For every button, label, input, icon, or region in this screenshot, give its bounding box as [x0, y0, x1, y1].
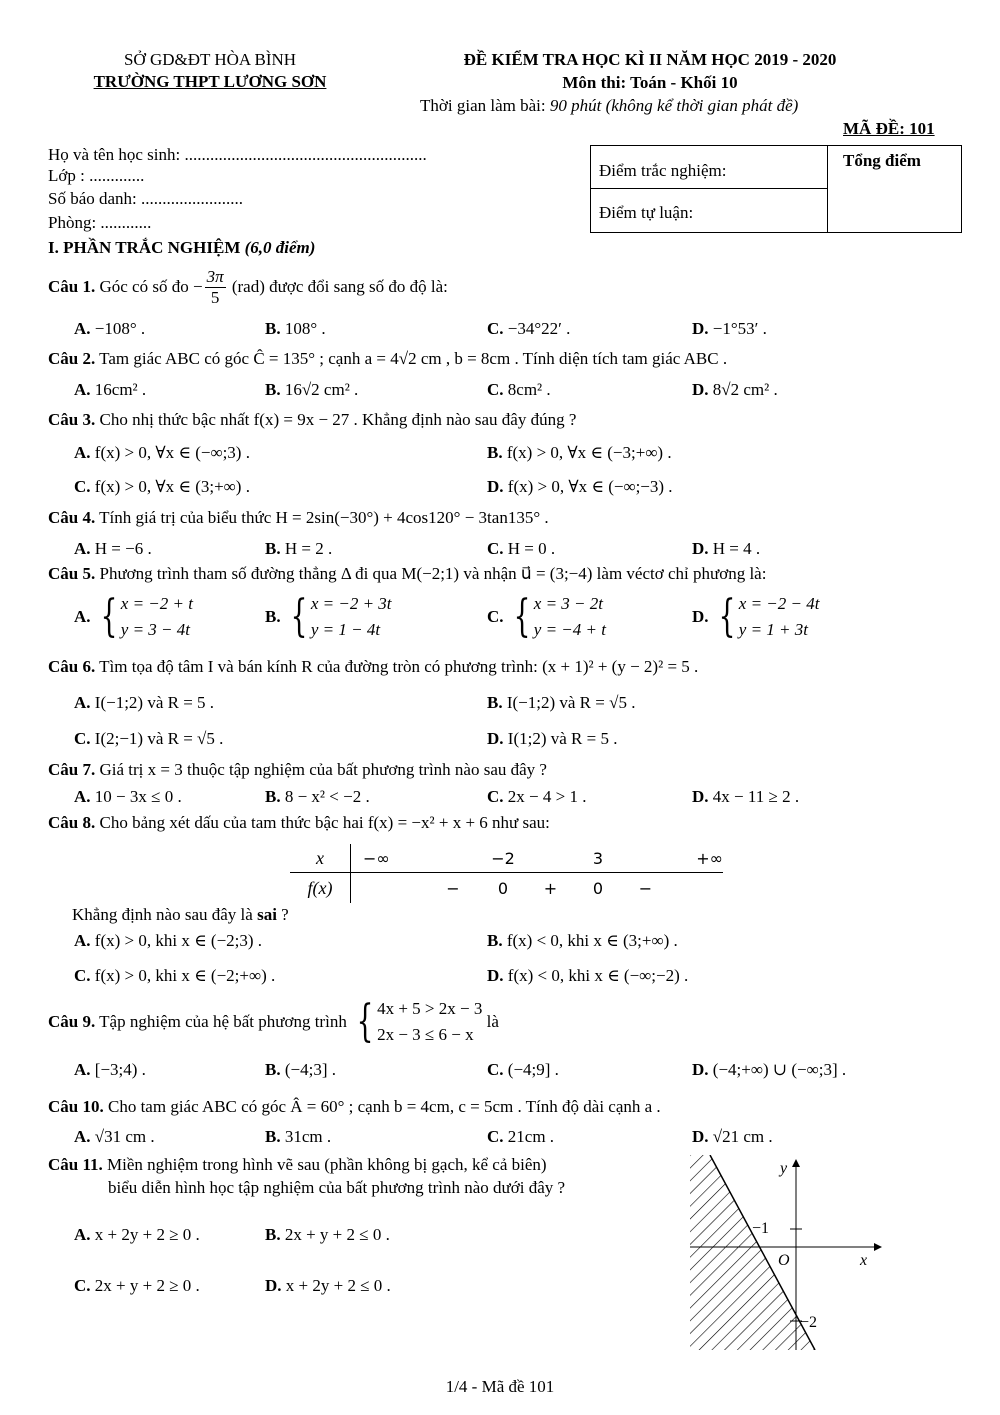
sign-table-pos-inf: +∞ — [673, 844, 723, 873]
q4-option-a[interactable]: A. H = −6 . — [74, 539, 152, 558]
exam-code: MÃ ĐỀ: 101 — [843, 119, 935, 138]
q5-option-b[interactable]: B. { x = −2 + 3t y = 1 − 4t — [265, 591, 392, 643]
q1-option-a[interactable]: A. −108° . — [74, 319, 146, 338]
question-4: Câu 4. Tính giá trị của biểu thức H = 2sin(−30°) + 4cos120° − 3tan135° . — [48, 508, 549, 527]
q5-option-c[interactable]: C. { x = 3 − 2t y = −4 + t — [487, 591, 606, 643]
sign-table — [290, 844, 723, 903]
y-intercept-label: −2 — [800, 1314, 818, 1331]
dept-name: SỞ GD&ĐT HÒA BÌNH — [123, 50, 297, 69]
inequality-system: { 4x + 5 > 2x − 3 2x − 3 ≤ 6 − x — [356, 996, 483, 1048]
q2-option-d[interactable]: D. 8√2 cm² . — [692, 380, 778, 399]
q6-option-d[interactable]: D. I(1;2) và R = 5 . — [487, 729, 618, 748]
q2-option-b[interactable]: B. 16√2 cm² . — [265, 380, 359, 399]
sign-minus-2: − — [638, 878, 653, 898]
q8-option-a[interactable]: A. f(x) > 0, khi x ∈ (−2;3) . — [74, 931, 263, 950]
score-essay-label: Điểm tự luận: — [599, 203, 694, 222]
q8-option-c[interactable]: C. f(x) > 0, khi x ∈ (−2;+∞) . — [74, 966, 276, 985]
sign-table-fx: f(x) — [290, 873, 351, 904]
q2-option-c[interactable]: C. 8cm² . — [487, 380, 551, 399]
q2-option-a[interactable]: A. 16cm² . — [74, 380, 147, 399]
q9-option-b[interactable]: B. (−4;3] . — [265, 1060, 336, 1079]
x-axis-label: x — [860, 1252, 868, 1269]
q4-option-b[interactable]: B. H = 2 . — [265, 539, 333, 558]
q3-option-c[interactable]: C. f(x) > 0, ∀x ∈ (3;+∞) . — [74, 477, 250, 496]
q8-option-d[interactable]: D. f(x) < 0, khi x ∈ (−∞;−2) . — [487, 966, 689, 985]
sign-zero-2: 0 — [592, 878, 604, 898]
question-3: Câu 3. Cho nhị thức bậc nhất f(x) = 9x − 27 . Khẳng định nào sau đây đúng ? — [48, 410, 577, 429]
q4-option-d[interactable]: D. H = 4 . — [692, 539, 761, 558]
q8-prompt: Khẳng định nào sau đây là sai ? — [72, 905, 289, 924]
exam-time: Thời gian làm bài: 90 phút (không kể thời gian phát đề) — [420, 96, 799, 115]
q3-option-d[interactable]: D. f(x) > 0, ∀x ∈ (−∞;−3) . — [487, 477, 673, 496]
section-title: I. PHẦN TRẮC NGHIỆM (6,0 điểm) — [48, 238, 316, 257]
q10-option-b[interactable]: B. 31cm . — [265, 1127, 332, 1146]
sign-plus: + — [543, 878, 558, 898]
question-1: Câu 1. Góc có số đo − $\frac{3\pi}{5}$ (rad) được đổi sang số đo độ là: — [48, 267, 448, 307]
q5-option-a[interactable]: A. { x = −2 + t y = 3 − 4t — [74, 591, 193, 643]
q7-option-b[interactable]: B. 8 − x² < −2 . — [265, 787, 370, 806]
q11-option-d[interactable]: D. x + 2y + 2 ≤ 0 . — [265, 1276, 391, 1295]
q10-option-a[interactable]: A. √31 cm . — [74, 1127, 155, 1146]
x-axis-arrow-icon — [874, 1243, 882, 1251]
exam-subject: Môn thi: Toán - Khối 10 — [562, 73, 738, 92]
q6-option-b[interactable]: B. I(−1;2) và R = √5 . — [487, 693, 636, 712]
q9-option-a[interactable]: A. [−3;4) . — [74, 1060, 146, 1079]
y-axis-arrow-icon — [792, 1159, 800, 1167]
question-6: Câu 6. Tìm tọa độ tâm I và bán kính R của đường tròn có phương trình: (x + 1)² + (y − 2)² = 5 . — [48, 657, 699, 676]
q1-option-d[interactable]: D. −1°53′ . — [692, 319, 767, 338]
exam-title: ĐỀ KIỂM TRA HỌC KÌ II NĂM HỌC 2019 - 2020 — [463, 50, 837, 69]
page-footer: 1/4 - Mã đề 101 — [445, 1377, 555, 1396]
student-id-line: Số báo danh: ........................ — [48, 189, 244, 208]
q3-option-a[interactable]: A. f(x) > 0, ∀x ∈ (−∞;3) . — [74, 443, 250, 462]
score-total-label: Tổng điểm — [843, 151, 921, 170]
region-graph — [690, 1155, 890, 1350]
sign-table-x: x — [290, 844, 351, 873]
question-5: Câu 5. Phương trình tham số đường thẳng Δ đi qua M(−2;1) và nhận u⃗ = (3;−4) làm véctơ chỉ phương là: — [48, 564, 767, 583]
q11-option-c[interactable]: C. 2x + y + 2 ≥ 0 . — [74, 1276, 200, 1295]
q10-option-d[interactable]: D. √21 cm . — [692, 1127, 773, 1146]
q11-option-b[interactable]: B. 2x + y + 2 ≤ 0 . — [265, 1225, 390, 1244]
q10-option-c[interactable]: C. 21cm . — [487, 1127, 555, 1146]
sign-table-neg-inf: −∞ — [351, 844, 424, 873]
q7-option-a[interactable]: A. 10 − 3x ≤ 0 . — [74, 787, 182, 806]
q9-option-c[interactable]: C. (−4;9] . — [487, 1060, 559, 1079]
question-2: Câu 2. Tam giác ABC có góc Ĉ = 135° ; cạnh a = 4√2 cm , b = 8cm . Tính diện tích tam giác ABC . — [48, 349, 728, 368]
sign-zero-1: 0 — [497, 878, 509, 898]
q6-option-a[interactable]: A. I(−1;2) và R = 5 . — [74, 693, 215, 712]
school-name: TRƯỜNG THPT LƯƠNG SƠN — [93, 72, 327, 91]
student-name-line: Họ và tên học sinh: ......................................................... — [48, 145, 427, 164]
question-8: Câu 8. Cho bảng xét dấu của tam thức bậc hai f(x) = −x² + x + 6 như sau: — [48, 813, 550, 832]
y-axis-label: y — [780, 1160, 788, 1177]
q1-option-b[interactable]: B. 108° . — [265, 319, 326, 338]
score-box — [590, 145, 962, 233]
q7-option-c[interactable]: C. 2x − 4 > 1 . — [487, 787, 587, 806]
sign-table-root1: −2 — [483, 844, 523, 873]
q9-option-d[interactable]: D. (−4;+∞) ∪ (−∞;3] . — [692, 1060, 847, 1079]
q6-option-c[interactable]: C. I(2;−1) và R = √5 . — [74, 729, 224, 748]
fraction: $\frac{3\pi}{5}$ — [206, 267, 224, 307]
question-10: Câu 10. Cho tam giác ABC có góc Â = 60° ; cạnh b = 4cm, c = 5cm . Tính độ dài cạnh a . — [48, 1097, 661, 1116]
q8-option-b[interactable]: B. f(x) < 0, khi x ∈ (3;+∞) . — [487, 931, 678, 950]
q11-option-a[interactable]: A. x + 2y + 2 ≥ 0 . — [74, 1225, 200, 1244]
question-7: Câu 7. Giá trị x = 3 thuộc tập nghiệm của bất phương trình nào sau đây ? — [48, 760, 547, 779]
x-intercept-label: −1 — [752, 1220, 770, 1237]
question-11-line-2: biểu diễn hình học tập nghiệm của bất phương trình nào dưới đây ? — [108, 1178, 566, 1197]
q7-option-d[interactable]: D. 4x − 11 ≥ 2 . — [692, 787, 800, 806]
sign-minus-1: − — [446, 878, 460, 898]
q5-option-d[interactable]: D. { x = −2 − 4t y = 1 + 3t — [692, 591, 820, 643]
q1-option-c[interactable]: C. −34°22′ . — [487, 319, 571, 338]
student-class-line: Lớp : ............. — [48, 166, 145, 185]
score-mc-label: Điểm trắc nghiệm: — [599, 161, 727, 180]
q4-option-c[interactable]: C. H = 0 . — [487, 539, 556, 558]
origin-label: O — [778, 1252, 790, 1269]
q3-option-b[interactable]: B. f(x) > 0, ∀x ∈ (−3;+∞) . — [487, 443, 672, 462]
sign-table-root2: 3 — [578, 844, 618, 873]
question-11-line-1: Câu 11. Miền nghiệm trong hình vẽ sau (phần không bị gạch, kể cả biên) — [48, 1155, 547, 1174]
question-9: Câu 9. Tập nghiệm của hệ bất phương trình { 4x + 5 > 2x − 3 2x − 3 ≤ 6 − x là — [48, 996, 499, 1048]
student-room-line: Phòng: ............ — [48, 213, 152, 232]
